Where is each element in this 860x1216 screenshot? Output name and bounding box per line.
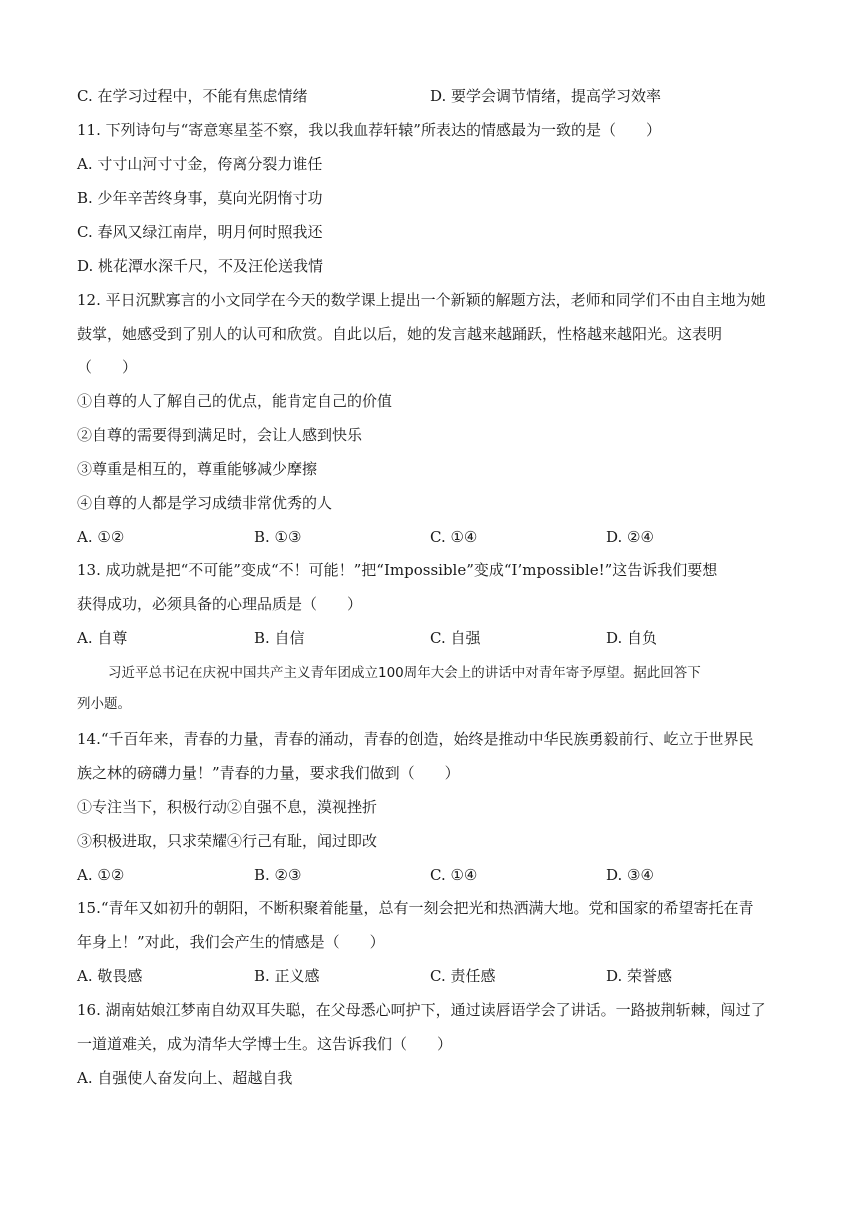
q14-stem-line-2: 族之林的磅礴力量！”青春的力量，要求我们做到（ ）: [77, 764, 460, 782]
passage-intro-line-2: 列小题。: [77, 696, 131, 712]
q12-stem-line-1: 12. 平日沉默寡言的小文同学在今天的数学课上提出一个新颖的解题方法，老师和同学们不由自主地为她: [77, 291, 766, 309]
q15-option-c: C. 责任感: [430, 967, 496, 985]
q15-stem-line-1: 15.“青年又如初升的朝阳，不断积聚着能量，总有一刻会把光和热洒满大地。党和国家的希望寄托在青: [77, 899, 754, 917]
q12-stem-line-2: 鼓掌，她感受到了别人的认可和欣赏。自此以后，她的发言越来越踊跃，性格越来越阳光。这表明: [77, 325, 723, 343]
q14-option-b: B. ②③: [254, 866, 302, 884]
q16-stem-line-2: 一道道难关，成为清华大学博士生。这告诉我们（ ）: [77, 1035, 453, 1053]
q12-option-a: A. ①②: [77, 528, 125, 546]
q14-statements-2: ③积极进取，只求荣耀④行己有耻，闻过即改: [77, 832, 378, 850]
q15-option-a: A. 敬畏感: [77, 967, 143, 985]
q11-stem: 11. 下列诗句与“寄意寒星荃不察，我以我血荐轩辕”所表达的情感最为一致的是（ ）: [77, 121, 661, 139]
q13-stem-line-2: 获得成功，必须具备的心理品质是（ ）: [77, 595, 363, 613]
q11-option-b: B. 少年辛苦终身事，莫向光阴惰寸功: [77, 189, 323, 207]
q16-option-a: A. 自强使人奋发向上、超越自我: [77, 1069, 293, 1087]
q12-statement-3: ③尊重是相互的，尊重能够减少摩擦: [77, 460, 318, 478]
q12-option-b: B. ①③: [254, 528, 302, 546]
q12-option-c: C. ①④: [430, 528, 478, 546]
passage-intro-line-1: 习近平总书记在庆祝中国共产主义青年团成立100周年大会上的讲话中对青年寄予厚望。据此回答下: [108, 665, 701, 681]
q11-option-d: D. 桃花潭水深千尺，不及汪伦送我情: [77, 257, 324, 275]
q15-stem-line-2: 年身上！”对此，我们会产生的情感是（ ）: [77, 933, 385, 951]
q12-statement-2: ②自尊的需要得到满足时，会让人感到快乐: [77, 426, 363, 444]
q15-option-d: D. 荣誉感: [606, 967, 673, 985]
q12-statement-1: ①自尊的人了解自己的优点，能肯定自己的价值: [77, 392, 393, 410]
q14-option-d: D. ③④: [606, 866, 654, 884]
q13-stem-line-1: 13. 成功就是把“不可能”变成“不！可能！”把“Impossible”变成“I’mpossible!”这告诉我们要想: [77, 561, 718, 579]
q14-option-c: C. ①④: [430, 866, 478, 884]
q13-option-b: B. 自信: [254, 629, 305, 647]
q14-stem-line-1: 14.“千百年来，青春的力量，青春的涌动，青春的创造，始终是推动中华民族勇毅前行、屹立于世界民: [77, 730, 754, 748]
q15-option-b: B. 正义感: [254, 967, 320, 985]
q14-option-a: A. ①②: [77, 866, 125, 884]
q13-option-d: D. 自负: [606, 629, 658, 647]
q14-statements-1: ①专注当下，积极行动②自强不息，漠视挫折: [77, 798, 378, 816]
q12-stem-line-3: （ ）: [77, 358, 138, 376]
q12-option-d: D. ②④: [606, 528, 654, 546]
q11-option-a: A. 寸寸山河寸寸金，侉离分裂力谁任: [77, 155, 323, 173]
q13-option-a: A. 自尊: [77, 629, 128, 647]
q12-statement-4: ④自尊的人都是学习成绩非常优秀的人: [77, 494, 333, 512]
q16-stem-line-1: 16. 湖南姑娘江梦南自幼双耳失聪，在父母悉心呵护下，通过读唇语学会了讲话。一路披荆斩棘，闯过了: [77, 1001, 766, 1019]
q10-option-c: C. 在学习过程中，不能有焦虑情绪: [77, 87, 308, 105]
q13-option-c: C. 自强: [430, 629, 481, 647]
q10-option-d: D. 要学会调节情绪，提高学习效率: [430, 87, 662, 105]
q11-option-c: C. 春风又绿江南岸，明月何时照我还: [77, 223, 323, 241]
